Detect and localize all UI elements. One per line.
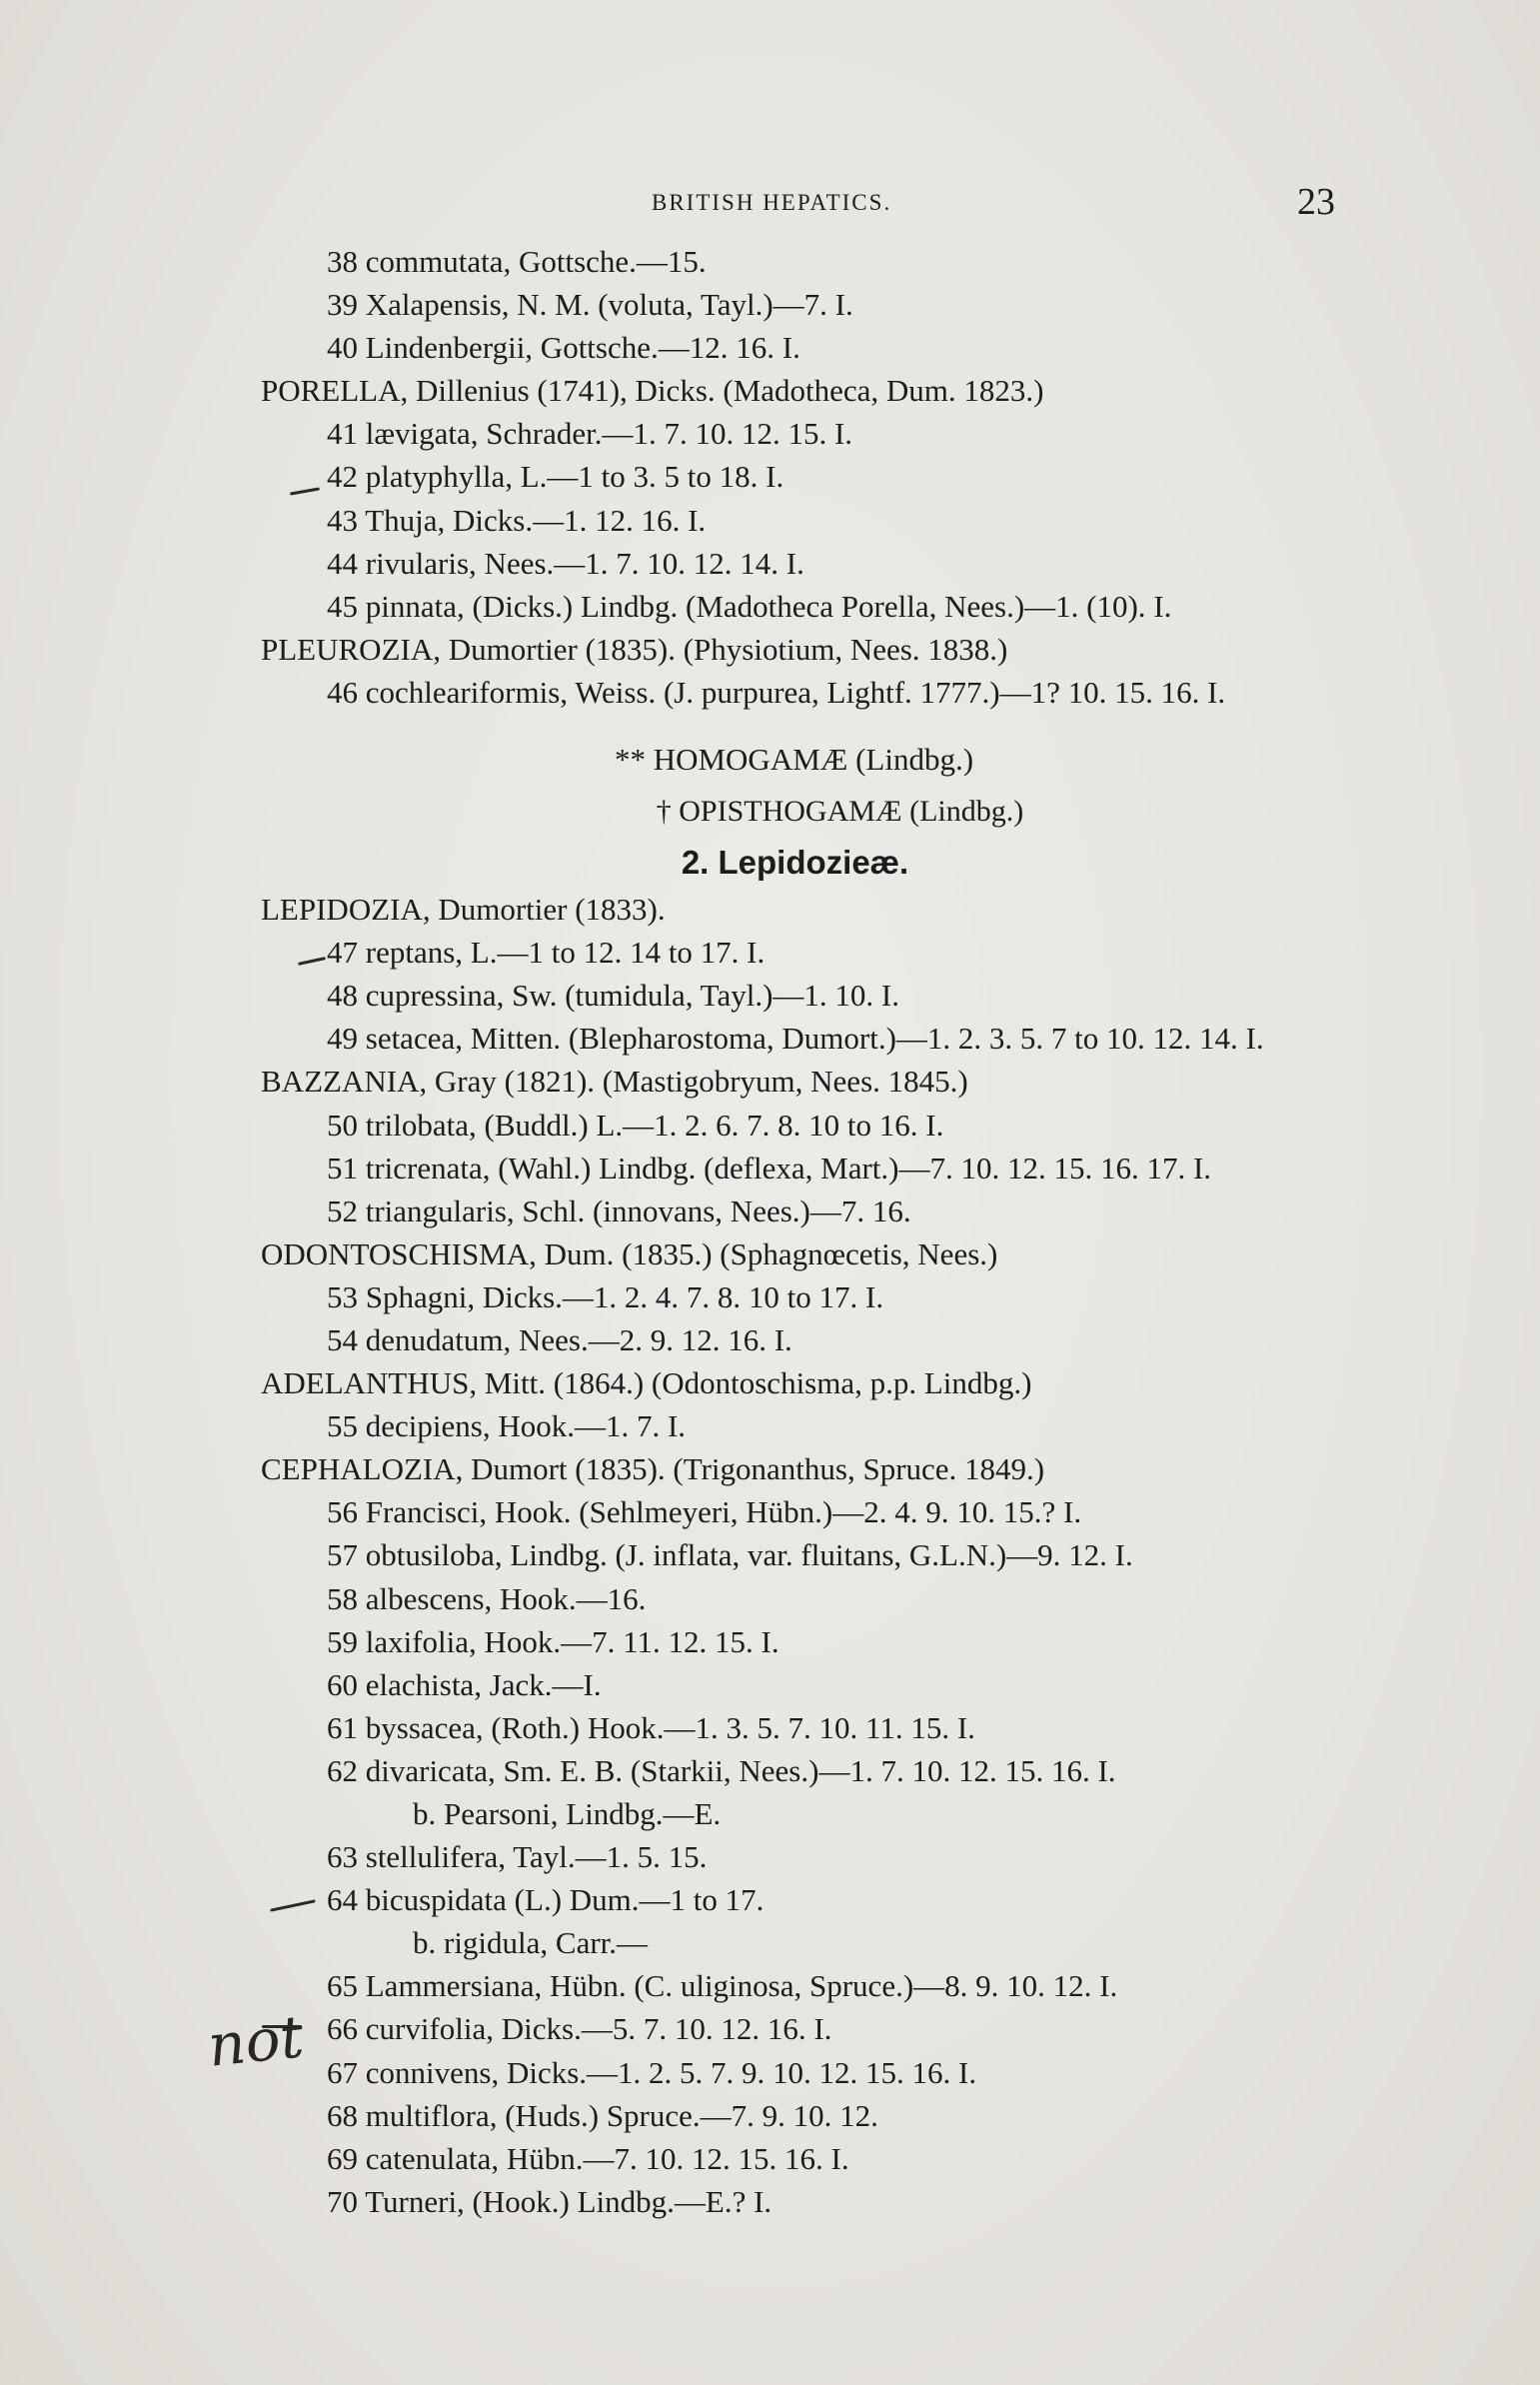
list-item: 45 pinnata, (Dicks.) Lindbg. (Madotheca Porella, Nees.)—1. (10). I. (327, 588, 1172, 624)
genus-heading: PLEUROZIA, Dumortier (1835). (Physiotium, Nees. 1838.) (261, 631, 1008, 667)
list-item: 46 cochleariformis, Weiss. (J. purpurea, Lightf. 1777.)—1? 10. 15. 16. I. (327, 674, 1226, 710)
list-item: 54 denudatum, Nees.—2. 9. 12. 16. I. (327, 1321, 792, 1357)
list-item: 40 Lindenbergii, Gottsche.—12. 16. I. (327, 330, 800, 366)
genus-heading: LEPIDOZIA, Dumortier (1833). (261, 892, 666, 928)
list-item: 65 Lammersiana, Hübn. (C. uliginosa, Spruce.)—8. 9. 10. 12. I. (327, 1968, 1118, 2004)
list-item: 42 platyphylla, L.—1 to 3. 5 to 18. I. (327, 459, 784, 495)
list-item: 67 connivens, Dicks.—1. 2. 5. 7. 9. 10. 12. 15. 16. I. (327, 2054, 977, 2090)
genus-heading: ODONTOSCHISMA, Dum. (1835.) (Sphagnœcetis, Nees.) (261, 1235, 998, 1271)
running-head: BRITISH HEPATICS. (652, 190, 892, 215)
list-item: 57 obtusiloba, Lindbg. (J. inflata, var. fluitans, G.L.N.)—9. 12. I. (327, 1537, 1133, 1573)
list-item: 64 bicuspidata (L.) Dum.—1 to 17. (327, 1882, 765, 1918)
list-item: 69 catenulata, Hübn.—7. 10. 12. 15. 16. I. (327, 2140, 849, 2176)
list-item: 50 trilobata, (Buddl.) L.—1. 2. 6. 7. 8. 10 to 16. I. (327, 1107, 944, 1143)
genus-heading: CEPHALOZIA, Dumort (1835). (Trigonanthus, Spruce. 1849.) (261, 1451, 1045, 1487)
list-item: 43 Thuja, Dicks.—1. 12. 16. I. (327, 502, 707, 538)
genus-heading: ADELANTHUS, Mitt. (1864.) (Odontoschisma, p.p. Lindbg.) (261, 1365, 1032, 1401)
genus-heading: PORELLA, Dillenius (1741), Dicks. (Madotheca, Dum. 1823.) (261, 373, 1044, 409)
variety-item: b. rigidula, Carr.— (413, 1925, 649, 1961)
page-number: 23 (1297, 181, 1335, 223)
handwritten-margin-note: not (204, 2002, 307, 2080)
list-item: 62 divaricata, Sm. E. B. (Starkii, Nees.)—1. 7. 10. 12. 15. 16. I. (327, 1752, 1116, 1788)
list-item: 59 laxifolia, Hook.—7. 11. 12. 15. I. (327, 1623, 779, 1659)
spacer (0, 714, 1540, 734)
list-item: 58 albescens, Hook.—16. (327, 1580, 647, 1616)
list-item: 55 decipiens, Hook.—1. 7. I. (327, 1408, 687, 1444)
list-item: 60 elachista, Jack.—I. (327, 1666, 602, 1702)
list-item: 39 Xalapensis, N. M. (voluta, Tayl.)—7. I. (327, 287, 853, 323)
list-item: 66 curvifolia, Dicks.—5. 7. 10. 12. 16. I. (327, 2011, 832, 2047)
list-item: 44 rivularis, Nees.—1. 7. 10. 12. 14. I. (327, 545, 804, 581)
list-item: 47 reptans, L.—1 to 12. 14 to 17. I. (327, 935, 766, 971)
list-item: 49 setacea, Mitten. (Blepharostoma, Dumort.)—1. 2. 3. 5. 7 to 10. 12. 14. I. (327, 1021, 1264, 1057)
section-heading-homogamae: ** HOMOGAMÆ (Lindbg.) (614, 742, 974, 778)
list-item: 63 stellulifera, Tayl.—1. 5. 15. (327, 1839, 708, 1875)
section-heading-opisthogamae: † OPISTHOGAMÆ (Lindbg.) (656, 795, 1024, 829)
genus-heading: BAZZANIA, Gray (1821). (Mastigobryum, Nees. 1845.) (261, 1064, 968, 1100)
list-item: 68 multiflora, (Huds.) Spruce.—7. 9. 10. 12. (327, 2097, 878, 2133)
list-item: 48 cupressina, Sw. (tumidula, Tayl.)—1. 10. I. (327, 978, 899, 1014)
list-item: 53 Sphagni, Dicks.—1. 2. 4. 7. 8. 10 to 17. I. (327, 1278, 884, 1314)
list-item: 56 Francisci, Hook. (Sehlmeyeri, Hübn.)—2. 4. 9. 10. 15.? I. (327, 1494, 1082, 1530)
list-item: 52 triangularis, Schl. (innovans, Nees.)—7. 16. (327, 1192, 911, 1228)
page-header (0, 180, 1540, 240)
list-item: 70 Turneri, (Hook.) Lindbg.—E.? I. (327, 2183, 772, 2219)
list-item: 38 commutata, Gottsche.—15. (327, 244, 707, 279)
list-item: 41 lævigata, Schrader.—1. 7. 10. 12. 15. I. (327, 416, 853, 452)
list-item: 51 tricrenata, (Wahl.) Lindbg. (deflexa, Mart.)—7. 10. 12. 15. 16. 17. I. (327, 1150, 1212, 1186)
species-list (0, 240, 1540, 2223)
list-item: 61 byssacea, (Roth.) Hook.—1. 3. 5. 7. 10. 11. 15. I. (327, 1709, 975, 1745)
tribe-heading: 2. Lepidozieæ. (681, 844, 909, 882)
variety-item: b. Pearsoni, Lindbg.—E. (413, 1796, 722, 1831)
